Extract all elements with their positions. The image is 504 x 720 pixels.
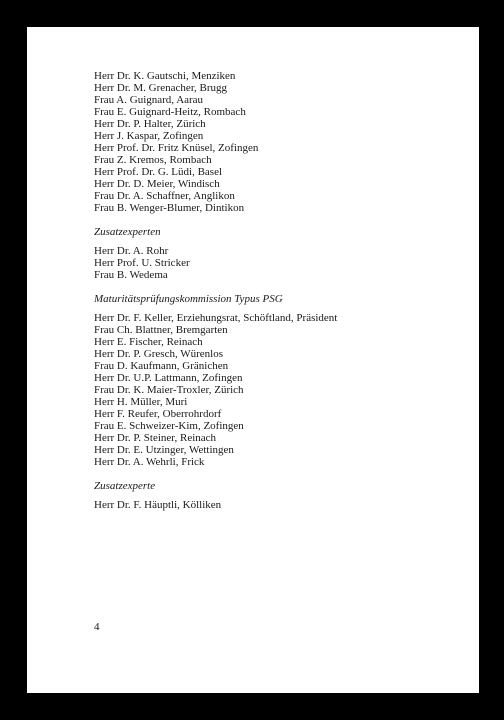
- list-item: Frau Ch. Blattner, Bremgarten: [94, 324, 228, 336]
- list-item: Herr Dr. U.P. Lattmann, Zofingen: [94, 372, 243, 384]
- list-item: Frau A. Guignard, Aarau: [94, 94, 204, 106]
- list-item: Herr Dr. D. Meier, Windisch: [94, 178, 220, 190]
- document-page: [27, 27, 479, 693]
- list-item: Frau B. Wenger-Blumer, Dintikon: [94, 202, 245, 214]
- members-list: [94, 70, 464, 214]
- list-item: Frau Dr. A. Schaffner, Anglikon: [94, 190, 235, 202]
- list-item: Herr Prof. Dr. Fritz Knüsel, Zofingen: [94, 142, 259, 154]
- list-item: Frau E. Guignard-Heitz, Rombach: [94, 106, 246, 118]
- section-heading-kommission: Maturitätsprüfungskommission Typus PSG: [94, 293, 283, 305]
- list-item: Herr Dr. E. Utzinger, Wettingen: [94, 444, 234, 456]
- list-item: Herr Dr. F. Keller, Erziehungsrat, Schöftland, Präsident: [94, 312, 338, 324]
- list-item: Herr Dr. P. Steiner, Reinach: [94, 432, 217, 444]
- list-item: Frau D. Kaufmann, Gränichen: [94, 360, 229, 372]
- list-item: Frau Z. Kremos, Rombach: [94, 154, 212, 166]
- section-heading-zusatzexperten: Zusatzexperten: [94, 226, 161, 238]
- list-item: Herr Dr. A. Wehrli, Frick: [94, 456, 205, 468]
- list-item: Frau B. Wedema: [94, 269, 168, 281]
- zusatzexperte-list: [94, 499, 464, 511]
- list-item: Herr Prof. U. Stricker: [94, 257, 190, 269]
- list-item: Herr Dr. F. Häuptli, Kölliken: [94, 499, 222, 511]
- list-item: Frau Dr. K. Maier-Troxler, Zürich: [94, 384, 244, 396]
- list-item: Herr Dr. P. Halter, Zürich: [94, 118, 206, 130]
- document-body: [94, 70, 464, 511]
- list-item: Frau E. Schweizer-Kim, Zofingen: [94, 420, 244, 432]
- list-item: Herr Dr. A. Rohr: [94, 245, 169, 257]
- kommission-list: [94, 312, 464, 468]
- list-item: Herr Prof. Dr. G. Lüdi, Basel: [94, 166, 223, 178]
- list-item: Herr H. Müller, Muri: [94, 396, 188, 408]
- zusatzexperten-list: [94, 245, 464, 281]
- list-item: Herr Dr. K. Gautschi, Menziken: [94, 70, 236, 82]
- list-item: Herr Dr. P. Gresch, Würenlos: [94, 348, 224, 360]
- list-item: Herr E. Fischer, Reinach: [94, 336, 203, 348]
- list-item: Herr Dr. M. Grenacher, Brugg: [94, 82, 228, 94]
- page-number: 4: [94, 621, 100, 633]
- section-heading-zusatzexperte: Zusatzexperte: [94, 480, 156, 492]
- list-item: Herr J. Kaspar, Zofingen: [94, 130, 204, 142]
- list-item: Herr F. Reufer, Oberrohrdorf: [94, 408, 222, 420]
